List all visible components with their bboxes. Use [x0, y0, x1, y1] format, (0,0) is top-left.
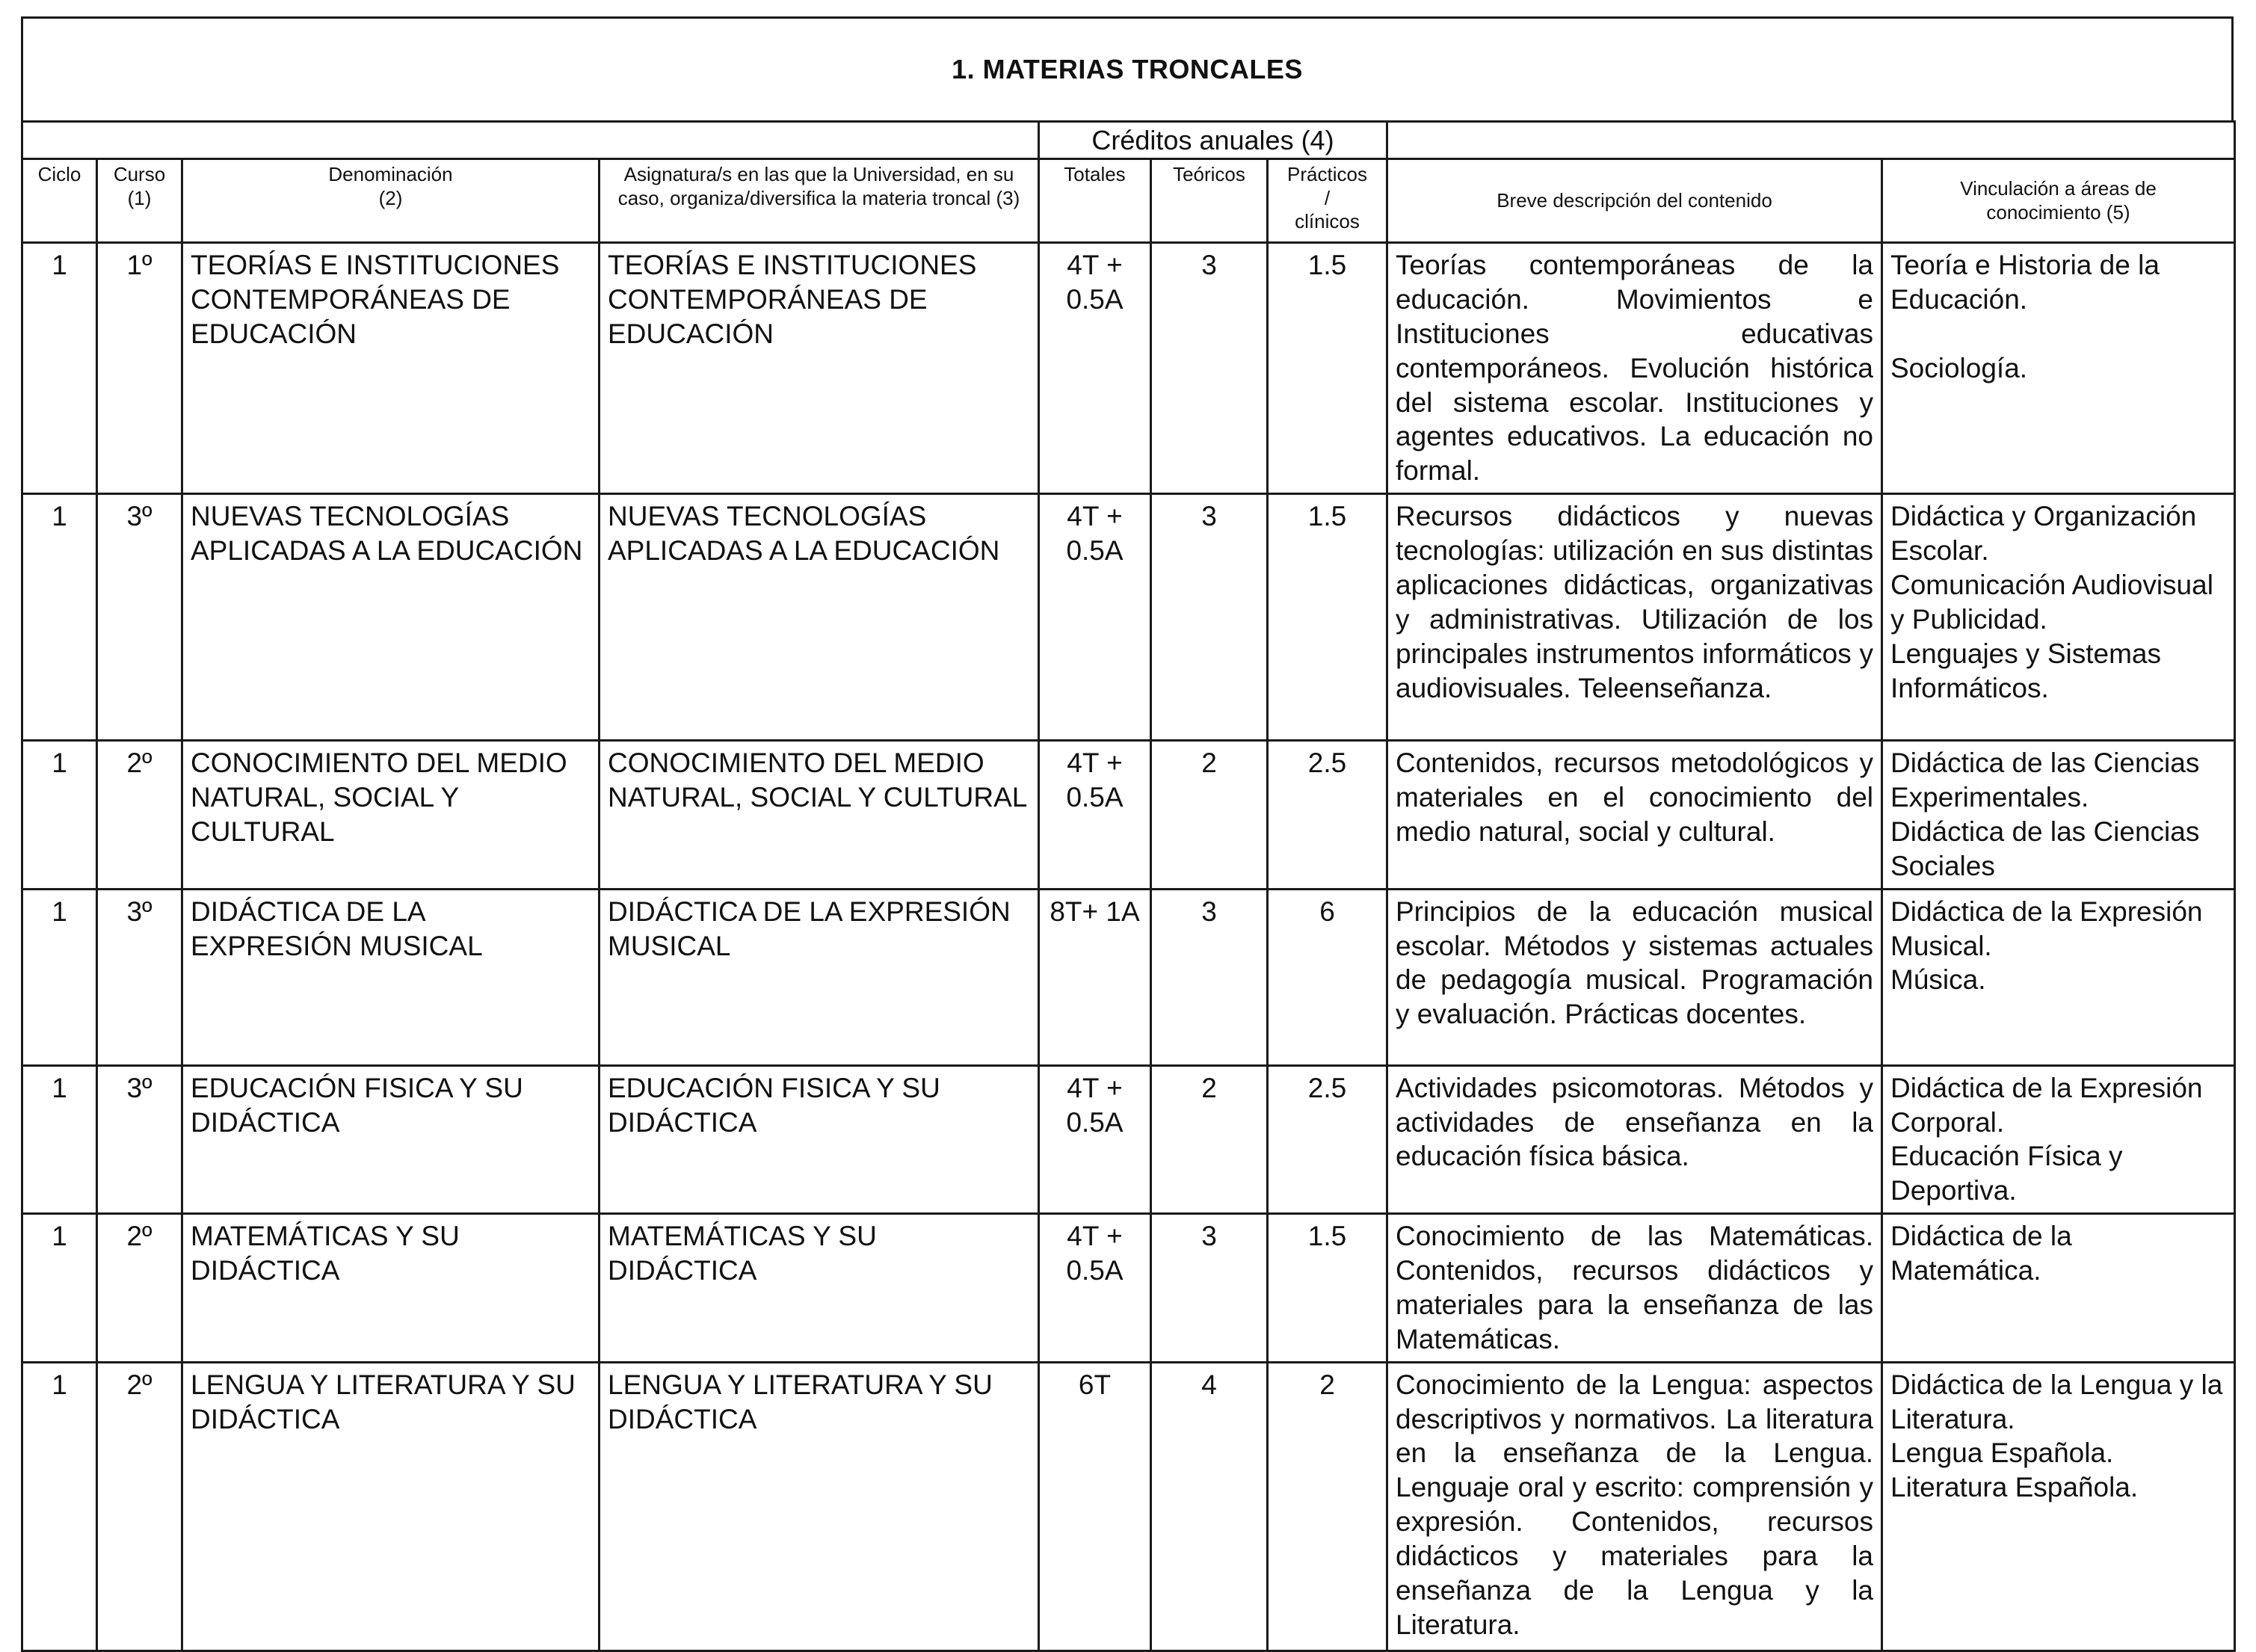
header-practicos [1268, 159, 1387, 243]
cell-denominacion: DIDÁCTICA DE LA EXPRESIÓN MUSICAL [182, 889, 600, 1065]
vinculacion-area: Didáctica de la Lengua y la Literatura. [1890, 1369, 2223, 1434]
cell-vinculacion [1882, 1362, 2235, 1651]
materias-table [21, 120, 2236, 1652]
cell-asignatura: CONOCIMIENTO DEL MEDIO NATURAL, SOCIAL Y CULTURAL [600, 741, 1039, 890]
header-denominacion-label: Denominación [328, 163, 453, 185]
cell-vinculacion [1882, 494, 2235, 741]
vinculacion-area [1890, 317, 2226, 351]
cell-asignatura: MATEMÁTICAS Y SU DIDÁCTICA [600, 1214, 1039, 1363]
header-creditos-anuales: Créditos anuales (4) [1039, 122, 1387, 159]
table-header [22, 122, 2235, 243]
cell-teoricos: 2 [1151, 1065, 1268, 1214]
header-asignaturas-label: Asignatura/s en las que la Universidad, en su caso, organiza/diversifica la materia troncal (3) [617, 163, 1020, 209]
cell-teoricos: 3 [1151, 243, 1268, 494]
header-totales-label: Totales [1064, 163, 1126, 185]
table-row [22, 889, 2235, 1065]
cell-vinculacion [1882, 889, 2235, 1065]
cell-vinculacion [1882, 243, 2235, 494]
cell-descripcion: Teorías contemporáneas de la educación. Movimientos e Instituciones educativas contemporáneos. Evolución histórica del sistema escolar. Instituciones y agentes educativos. La educación no formal. [1387, 243, 1882, 494]
cell-denominacion: EDUCACIÓN FISICA Y SU DIDÁCTICA [182, 1065, 600, 1214]
header-curso-label: Curso [113, 163, 166, 185]
header-blank-right [1387, 122, 2235, 159]
header-row-columns [22, 159, 2235, 243]
vinculacion-area: Didáctica de la Expresión Corporal. [1890, 1072, 2203, 1138]
cell-descripcion: Actividades psicomotoras. Métodos y actividades de enseñanza en la educación física básica. [1387, 1065, 1882, 1214]
cell-ciclo: 1 [22, 889, 97, 1065]
header-ciclo [22, 159, 97, 243]
header-teoricos [1151, 159, 1268, 243]
vinculacion-area: Didáctica de la Matemática. [1890, 1221, 2072, 1286]
cell-teoricos: 3 [1151, 889, 1268, 1065]
cell-teoricos: 2 [1151, 741, 1268, 890]
cell-practicos: 1.5 [1268, 1214, 1387, 1363]
header-denominacion [182, 159, 600, 243]
cell-descripcion: Conocimiento de la Lengua: aspectos descriptivos y normativos. La literatura en la enseñanza de la Lengua. Lenguaje oral y escrito: comprensión y expresión. Contenidos, recursos didácticos y materiales para la enseñanza de la Lengua y la Literatura. [1387, 1362, 1882, 1651]
cell-denominacion: TEORÍAS E INSTITUCIONES CONTEMPORÁNEAS DE EDUCACIÓN [182, 243, 600, 494]
table-row [22, 494, 2235, 741]
cell-curso: 2º [97, 741, 182, 890]
cell-asignatura: LENGUA Y LITERATURA Y SU DIDÁCTICA [600, 1362, 1039, 1651]
vinculacion-area: Didáctica de las Ciencias Sociales [1890, 816, 2200, 881]
header-denominacion-note: (2) [378, 186, 403, 209]
cell-curso: 3º [97, 889, 182, 1065]
header-totales [1039, 159, 1151, 243]
header-teoricos-label: Teóricos [1173, 163, 1245, 185]
cell-totales: 4T + 0.5A [1039, 243, 1151, 494]
header-practicos-sep: / [1324, 186, 1331, 209]
vinculacion-area: Lengua Española. [1890, 1437, 2114, 1469]
cell-practicos: 2.5 [1268, 741, 1387, 890]
cell-vinculacion [1882, 1065, 2235, 1214]
header-vinculacion [1882, 159, 2235, 243]
table-row [22, 1362, 2235, 1651]
page-title: 1. MATERIAS TRONCALES [952, 54, 1303, 84]
header-practicos-clinicos: clínicos [1295, 210, 1360, 233]
vinculacion-area: Didáctica y Organización Escolar. [1890, 501, 2197, 566]
title-box [21, 16, 2234, 120]
header-ciclo-label: Ciclo [37, 163, 81, 185]
cell-teoricos: 3 [1151, 1214, 1268, 1363]
vinculacion-area: Lenguajes y Sistemas Informáticos. [1890, 638, 2161, 703]
cell-teoricos: 3 [1151, 494, 1268, 741]
cell-denominacion: MATEMÁTICAS Y SU DIDÁCTICA [182, 1214, 600, 1363]
cell-denominacion: CONOCIMIENTO DEL MEDIO NATURAL, SOCIAL Y CULTURAL [182, 741, 600, 890]
cell-totales: 8T+ 1A [1039, 889, 1151, 1065]
table-row [22, 741, 2235, 890]
cell-ciclo: 1 [22, 741, 97, 890]
vinculacion-area: Didáctica de la Expresión Musical. [1890, 896, 2203, 961]
cell-denominacion: LENGUA Y LITERATURA Y SU DIDÁCTICA [182, 1362, 600, 1651]
cell-practicos: 6 [1268, 889, 1387, 1065]
cell-totales: 4T + 0.5A [1039, 1214, 1151, 1363]
cell-denominacion: NUEVAS TECNOLOGÍAS APLICADAS A LA EDUCACIÓN [182, 494, 600, 741]
table-body [22, 243, 2235, 1651]
header-curso-note: (1) [127, 186, 152, 209]
header-descripcion-label: Breve descripción del contenido [1497, 188, 1772, 212]
header-practicos-label: Prácticos [1287, 163, 1367, 185]
cell-asignatura: TEORÍAS E INSTITUCIONES CONTEMPORÁNEAS DE EDUCACIÓN [600, 243, 1039, 494]
cell-curso: 2º [97, 1214, 182, 1363]
cell-asignatura: DIDÁCTICA DE LA EXPRESIÓN MUSICAL [600, 889, 1039, 1065]
cell-practicos: 2 [1268, 1362, 1387, 1651]
cell-practicos: 1.5 [1268, 243, 1387, 494]
cell-ciclo: 1 [22, 494, 97, 741]
cell-practicos: 2.5 [1268, 1065, 1387, 1214]
vinculacion-area: Comunicación Audiovisual y Publicidad. [1890, 569, 2213, 635]
cell-ciclo: 1 [22, 1362, 97, 1651]
header-asignaturas [600, 159, 1039, 243]
cell-curso: 3º [97, 1065, 182, 1214]
cell-curso: 1º [97, 243, 182, 494]
cell-descripcion: Conocimiento de las Matemáticas. Contenidos, recursos didácticos y materiales para la enseñanza de las Matemáticas. [1387, 1214, 1882, 1363]
vinculacion-area: Educación Física y Deportiva. [1890, 1141, 2123, 1206]
header-descripcion [1387, 159, 1882, 243]
cell-ciclo: 1 [22, 243, 97, 494]
cell-totales: 4T + 0.5A [1039, 494, 1151, 741]
cell-vinculacion [1882, 741, 2235, 890]
table-row [22, 1214, 2235, 1363]
cell-practicos: 1.5 [1268, 494, 1387, 741]
cell-totales: 4T + 0.5A [1039, 741, 1151, 890]
header-vinculacion-label: Vinculación a áreas de conocimiento (5) [1960, 176, 2157, 224]
cell-vinculacion [1882, 1214, 2235, 1363]
cell-totales: 4T + 0.5A [1039, 1065, 1151, 1214]
table-row [22, 1065, 2235, 1214]
cell-asignatura: EDUCACIÓN FISICA Y SU DIDÁCTICA [600, 1065, 1039, 1214]
vinculacion-area: Sociología. [1890, 352, 2028, 383]
cell-curso: 2º [97, 1362, 182, 1651]
cell-teoricos: 4 [1151, 1362, 1268, 1651]
header-row-credits [22, 122, 2235, 159]
header-blank-left [22, 122, 1039, 159]
cell-asignatura: NUEVAS TECNOLOGÍAS APLICADAS A LA EDUCACIÓN [600, 494, 1039, 741]
header-curso [97, 159, 182, 243]
table-row [22, 243, 2235, 494]
cell-curso: 3º [97, 494, 182, 741]
vinculacion-area: Teoría e Historia de la Educación. [1890, 250, 2160, 315]
cell-descripcion: Contenidos, recursos metodológicos y materiales en el conocimiento del medio natural, social y cultural. [1387, 741, 1882, 890]
cell-ciclo: 1 [22, 1214, 97, 1363]
vinculacion-area: Didáctica de las Ciencias Experimentales. [1890, 748, 2200, 813]
cell-ciclo: 1 [22, 1065, 97, 1214]
vinculacion-area: Música. [1890, 964, 1986, 996]
cell-descripcion: Recursos didácticos y nuevas tecnologías: utilización en sus distintas aplicaciones didácticas, organizativas y administrativas. Utilización de los principales instrumentos informáticos y audiovisuales. Teleenseñanza. [1387, 494, 1882, 741]
vinculacion-area: Literatura Española. [1890, 1472, 2139, 1503]
document-sheet [21, 16, 2234, 1652]
cell-descripcion: Principios de la educación musical escolar. Métodos y sistemas actuales de pedagogía musical. Programación y evaluación. Prácticas docentes. [1387, 889, 1882, 1065]
cell-totales: 6T [1039, 1362, 1151, 1651]
